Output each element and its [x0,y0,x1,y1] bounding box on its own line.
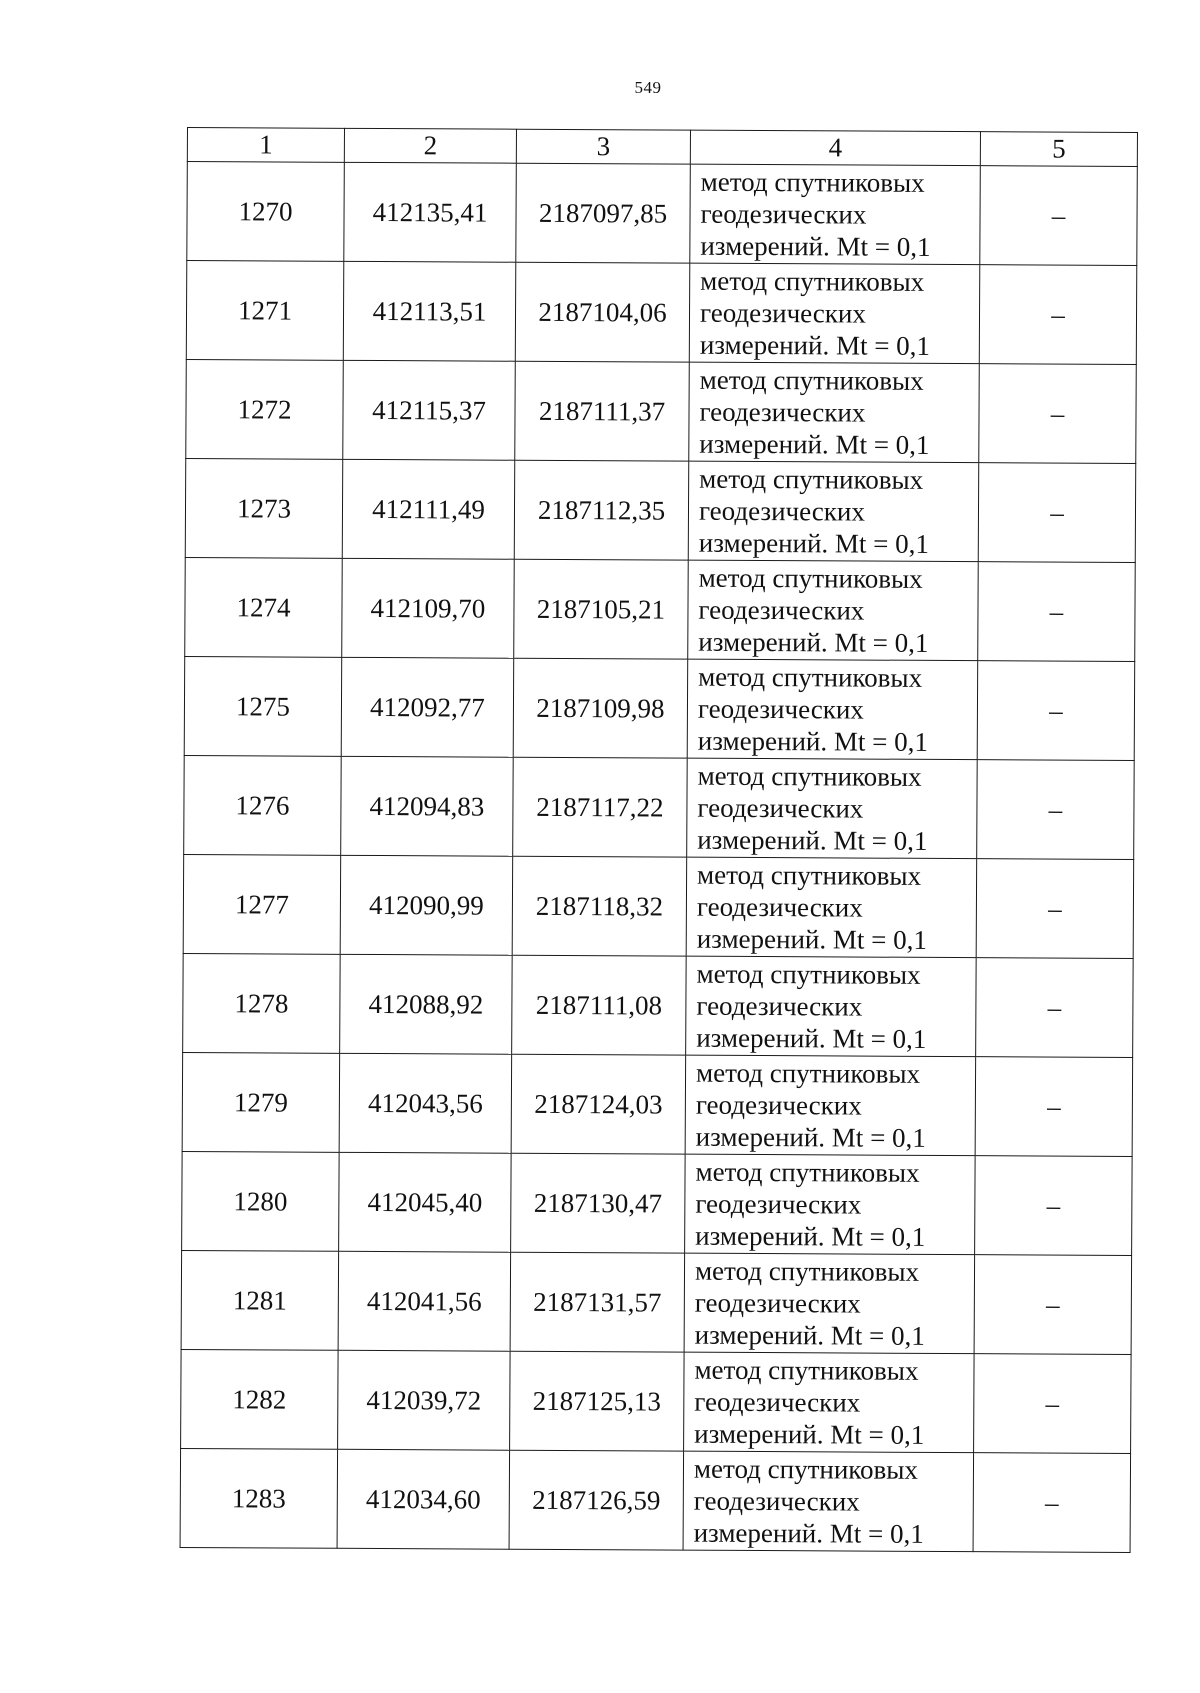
method-text-line: геодезических [696,990,863,1022]
y-coordinate-cell: 2187111,08 [512,955,687,1055]
x-coordinate-cell: 412094,83 [341,756,514,856]
column-header-5: 5 [980,132,1137,167]
page-number: 549 [634,78,662,97]
x-coordinate-cell: 412109,70 [342,558,515,658]
method-text-line: измерений. Mt = 0,1 [693,1517,924,1549]
table-row [183,854,1134,958]
y-coordinate-cell: 2187126,59 [509,1450,684,1550]
note-cell: – [973,1453,1131,1553]
point-number-cell: 1270 [187,162,345,262]
note-cell: – [976,958,1134,1058]
note-cell: – [978,562,1136,662]
x-coordinate-cell: 412045,40 [339,1152,512,1252]
point-number-cell: 1281 [181,1250,339,1350]
table-row [184,755,1135,859]
method-text-line: геодезических [699,396,866,428]
y-coordinate-cell: 2187125,13 [510,1351,685,1451]
method-cell [687,659,978,760]
y-coordinate-cell: 2187117,22 [513,757,688,857]
point-number-cell: 1283 [180,1448,338,1548]
column-header-4: 4 [690,130,980,166]
table-row [184,656,1135,760]
column-header-2: 2 [344,128,516,163]
table-body [180,162,1137,1553]
coordinates-table [180,127,1138,1553]
method-text-line: измерений. Mt = 0,1 [696,1022,927,1054]
table-row [182,1151,1133,1255]
y-coordinate-cell: 2187104,06 [515,262,690,362]
table-row [186,261,1137,365]
note-cell: – [974,1354,1132,1454]
method-text-line: геодезических [695,1089,862,1121]
method-text-line: геодезических [694,1287,861,1319]
point-number-cell: 1279 [182,1052,340,1152]
method-cell [689,362,980,463]
note-cell: – [976,859,1134,959]
x-coordinate-cell: 412041,56 [338,1251,511,1351]
method-text-line: геодезических [700,198,867,230]
method-text-line: измерений. Mt = 0,1 [699,329,931,361]
y-coordinate-cell: 2187124,03 [511,1054,686,1154]
y-coordinate-cell: 2187111,37 [515,361,690,461]
point-number-cell: 1275 [184,656,342,756]
method-text-line: метод спутниковых [697,760,922,792]
method-text-line: метод спутниковых [695,1057,921,1089]
y-coordinate-cell: 2187112,35 [514,460,689,560]
note-cell: – [974,1255,1132,1355]
y-coordinate-cell: 2187118,32 [512,856,687,956]
point-number-cell: 1272 [186,359,344,459]
y-coordinate-cell: 2187097,85 [516,163,691,263]
method-text-line: измерений. Mt = 0,1 [698,626,929,658]
table-row [183,953,1134,1057]
method-text-line: метод спутниковых [694,1255,920,1287]
method-text-line: измерений. Mt = 0,1 [694,1418,925,1450]
point-number-cell: 1278 [183,953,341,1053]
method-cell [688,461,979,562]
method-text-line: геодезических [694,1386,861,1418]
method-text-line: метод спутниковых [698,562,923,594]
note-cell: – [977,760,1135,860]
table-row [185,557,1136,661]
method-text-line: геодезических [697,693,864,725]
table-row [182,1052,1133,1156]
point-number-cell: 1274 [185,557,343,657]
table-row [186,359,1137,463]
method-text-line: измерений. Mt = 0,1 [698,527,930,559]
note-cell: – [975,1156,1133,1256]
method-text-line: измерений. Mt = 0,1 [696,923,927,955]
method-text-line: метод спутниковых [696,958,921,990]
point-number-cell: 1271 [186,261,344,361]
method-text-line: геодезических [699,297,867,329]
x-coordinate-cell: 412111,49 [342,459,515,559]
y-coordinate-cell: 2187130,47 [511,1153,686,1253]
method-text-line: метод спутниковых [693,1453,919,1485]
column-header-3: 3 [516,129,690,164]
point-number-cell: 1277 [183,854,341,954]
method-text-line: метод спутниковых [698,661,923,693]
y-coordinate-cell: 2187105,21 [514,559,689,659]
method-text-line: метод спутниковых [695,1156,920,1188]
table-row [185,458,1136,562]
method-cell [685,1055,976,1156]
table-row [187,162,1138,266]
method-text-line: измерений. Mt = 0,1 [699,428,930,460]
method-cell [683,1451,974,1552]
method-text-line: геодезических [698,594,865,626]
note-cell: – [978,463,1136,563]
method-text-line: метод спутниковых [697,859,922,891]
method-text-line: измерений. Mt = 0,1 [700,230,931,262]
x-coordinate-cell: 412115,37 [343,360,516,460]
y-coordinate-cell: 2187109,98 [513,658,688,758]
note-cell: – [977,661,1135,761]
note-cell: – [980,166,1138,266]
x-coordinate-cell: 412088,92 [340,954,513,1054]
method-cell [687,758,978,859]
method-cell [684,1352,975,1453]
method-text-line: измерений. Mt = 0,1 [697,725,928,757]
note-cell: – [979,364,1137,464]
method-text-line: геодезических [698,495,865,527]
method-cell [685,1154,976,1255]
method-text-line: геодезических [696,891,863,923]
x-coordinate-cell: 412113,51 [343,261,516,361]
x-coordinate-cell: 412039,72 [338,1350,511,1450]
method-text-line: геодезических [695,1188,862,1220]
column-header-1: 1 [187,128,344,163]
point-number-cell: 1280 [182,1151,340,1251]
note-cell: – [979,265,1137,365]
method-text-line: метод спутниковых [699,364,924,396]
method-text-line: измерений. Mt = 0,1 [695,1121,926,1153]
method-text-line: измерений. Mt = 0,1 [697,824,928,856]
method-cell [688,560,979,661]
x-coordinate-cell: 412043,56 [339,1053,512,1153]
method-cell [686,857,977,958]
method-cell [689,263,980,364]
x-coordinate-cell: 412092,77 [341,657,514,757]
x-coordinate-cell: 412135,41 [344,162,517,262]
header-row [187,128,1137,167]
x-coordinate-cell: 412090,99 [340,855,513,955]
method-text-line: метод спутниковых [699,463,924,495]
point-number-cell: 1282 [181,1349,339,1449]
table-header [187,128,1137,167]
method-cell [686,956,977,1057]
point-number-cell: 1276 [184,755,342,855]
method-cell [684,1253,975,1354]
y-coordinate-cell: 2187131,57 [510,1252,685,1352]
note-cell: – [975,1057,1133,1157]
table-row [181,1250,1132,1354]
table-row [181,1349,1132,1453]
method-text-line: измерений. Mt = 0,1 [695,1220,926,1252]
method-text-line: геодезических [697,792,864,824]
method-text-line: метод спутниковых [700,265,925,297]
point-number-cell: 1273 [185,458,343,558]
method-text-line: измерений. Mt = 0,1 [694,1319,925,1351]
x-coordinate-cell: 412034,60 [337,1449,510,1549]
table-row [180,1448,1131,1552]
method-cell [690,164,981,265]
method-text-line: геодезических [693,1485,860,1517]
method-text-line: метод спутниковых [700,166,925,198]
method-text-line: метод спутниковых [694,1354,919,1386]
